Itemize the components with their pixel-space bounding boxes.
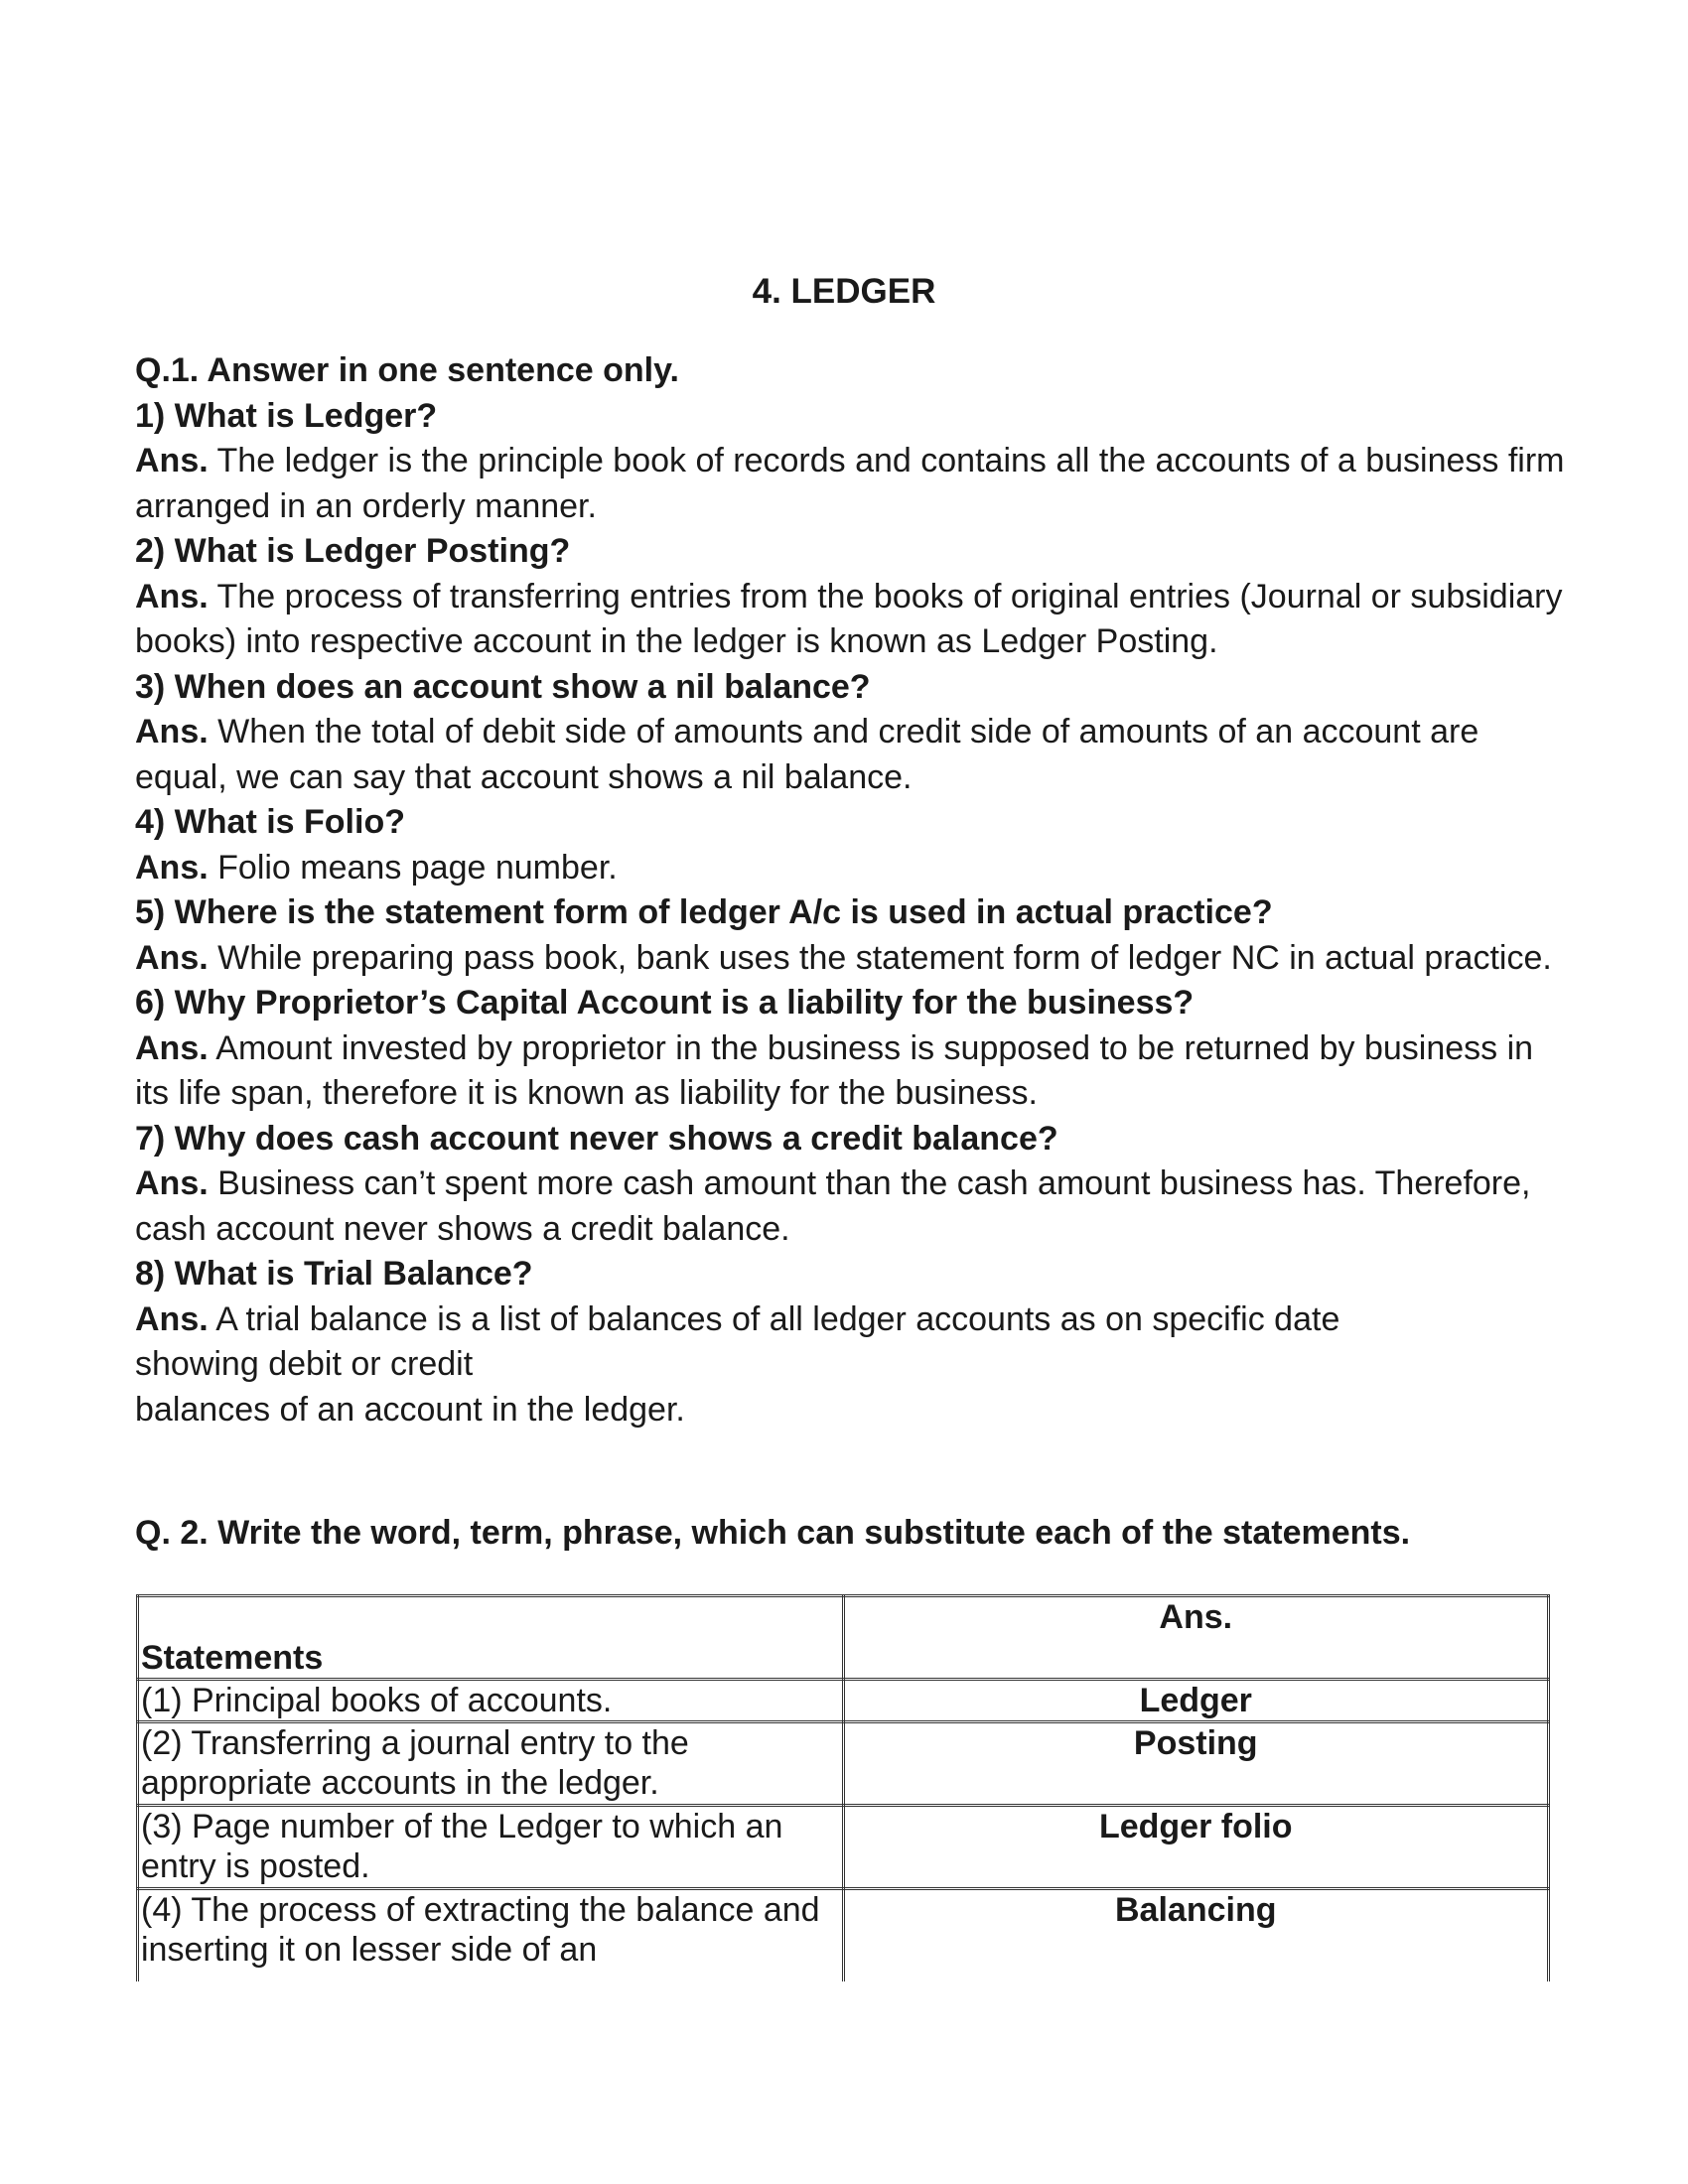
statement-cell: (1) Principal books of accounts. xyxy=(138,1680,844,1722)
table-row xyxy=(138,1680,1549,1722)
answer-body: Folio means page number. xyxy=(217,848,618,887)
question-text: 8) What is Trial Balance? xyxy=(135,1255,533,1293)
answer-label: Ans. xyxy=(135,1028,209,1067)
table-row xyxy=(138,1722,1549,1806)
answer-label: Ans. xyxy=(135,1164,209,1202)
table-row xyxy=(138,1806,1549,1889)
question-1-section xyxy=(135,348,1565,1433)
answer-text xyxy=(135,846,1565,891)
answer-label: Ans. xyxy=(135,1299,209,1338)
substitution-table-wrapper xyxy=(136,1594,1550,1981)
header-answer: Ans. xyxy=(843,1596,1549,1680)
substitution-table xyxy=(136,1594,1550,1981)
answer-text xyxy=(135,936,1565,982)
answer-label: Ans. xyxy=(135,938,209,977)
question-text: 3) When does an account show a nil balance? xyxy=(135,667,871,706)
answer-label: Ans. xyxy=(135,848,209,887)
answer-text xyxy=(135,710,1565,800)
answer-body: Amount invested by proprietor in the business is supposed to be returned by business in its life span, therefore it is known as liability for the business. xyxy=(135,1028,1534,1112)
question-text: 2) What is Ledger Posting? xyxy=(135,532,571,570)
question-text: 7) Why does cash account never shows a credit balance? xyxy=(135,1119,1058,1158)
answer-text xyxy=(135,575,1565,665)
question-2-heading: Q. 2. Write the word, term, phrase, which can substitute each of the statements. xyxy=(135,1514,1411,1552)
answer-cell: Balancing xyxy=(843,1889,1549,1982)
answer-body: Business can’t spent more cash amount than the cash amount business has. Therefore, cash account never shows a credit balance. xyxy=(135,1164,1531,1248)
answer-text xyxy=(135,1297,1565,1343)
answer-continuation: balances of an account in the ledger. xyxy=(135,1390,685,1429)
table-row xyxy=(138,1889,1549,1982)
question-text: 5) Where is the statement form of ledger A/c is used in actual practice? xyxy=(135,893,1273,931)
answer-label: Ans. xyxy=(135,442,209,479)
answer-body: The process of transferring entries from the books of original entries (Journal or subsidiary books) into respective account in the ledger is known as Ledger Posting. xyxy=(135,577,1563,660)
question-1-heading: Q.1. Answer in one sentence only. xyxy=(135,351,679,389)
page-title: 4. LEDGER xyxy=(752,272,936,311)
answer-cell: Ledger xyxy=(843,1680,1549,1722)
answer-cell: Posting xyxy=(843,1722,1549,1806)
question-text: 1) What is Ledger? xyxy=(135,396,438,435)
answer-body: A trial balance is a list of balances of all ledger accounts as on specific date xyxy=(215,1299,1340,1338)
answer-continuation: showing debit or credit xyxy=(135,1345,474,1383)
answer-text xyxy=(135,1026,1565,1117)
answer-text xyxy=(135,439,1565,529)
answer-text xyxy=(135,1161,1565,1252)
answer-body: When the total of debit side of amounts and credit side of amounts of an account are equal, we can say that account shows a nil balance. xyxy=(135,713,1479,796)
question-text: 6) Why Proprietor’s Capital Account is a liability for the business? xyxy=(135,984,1195,1022)
header-statements: Statements xyxy=(138,1596,844,1680)
statement-cell: (2) Transferring a journal entry to the appropriate accounts in the ledger. xyxy=(138,1722,844,1806)
question-text: 4) What is Folio? xyxy=(135,803,405,841)
answer-label: Ans. xyxy=(135,577,209,615)
table-header-row xyxy=(138,1596,1549,1680)
statement-cell: (4) The process of extracting the balance and inserting it on lesser side of an xyxy=(138,1889,844,1982)
answer-body: The ledger is the principle book of records and contains all the accounts of a business firm arranged in an orderly manner. xyxy=(135,442,1565,525)
answer-cell: Ledger folio xyxy=(843,1806,1549,1889)
statement-cell: (3) Page number of the Ledger to which an entry is posted. xyxy=(138,1806,844,1889)
answer-label: Ans. xyxy=(135,713,209,751)
answer-body: While preparing pass book, bank uses the statement form of ledger NC in actual practice. xyxy=(217,938,1552,977)
